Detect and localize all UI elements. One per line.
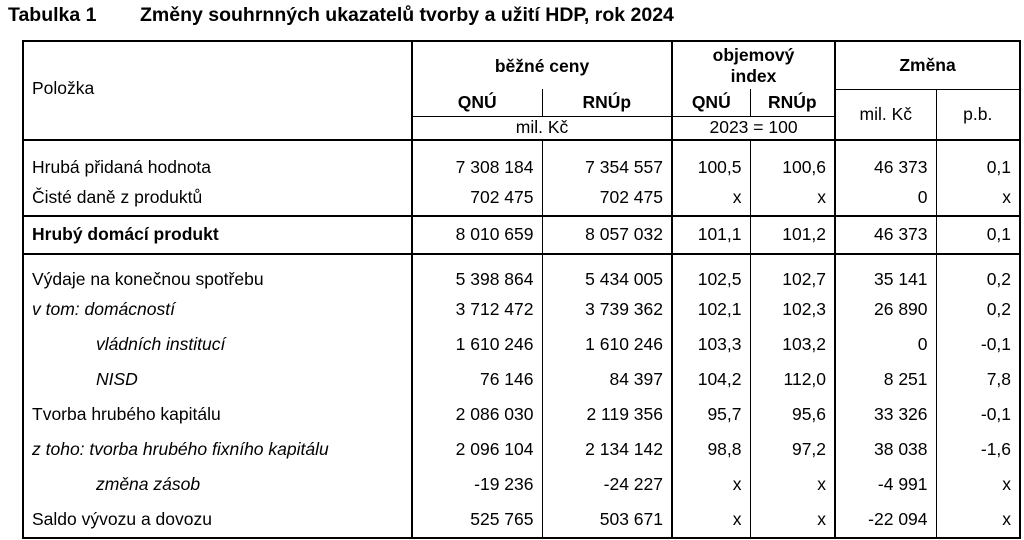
cell-change-mil-kc: -22 094 xyxy=(835,502,936,538)
cell-change-mil-kc: 46 373 xyxy=(835,140,936,180)
header-change: Změna xyxy=(835,41,1020,89)
cell-index-qnu: x xyxy=(672,467,750,502)
cell-change-pb: 0,1 xyxy=(936,140,1020,180)
row-label: Hrubý domácí produkt xyxy=(23,216,412,254)
cell-index-rnup: 97,2 xyxy=(750,432,835,467)
cell-index-qnu: 98,8 xyxy=(672,432,750,467)
cell-change-pb: x xyxy=(936,180,1020,216)
cell-change-pb: 7,8 xyxy=(936,362,1020,397)
cell-qnu: 7 308 184 xyxy=(412,140,542,180)
cell-index-qnu: 101,1 xyxy=(672,216,750,254)
cell-rnup: 8 057 032 xyxy=(542,216,672,254)
cell-index-rnup: 101,2 xyxy=(750,216,835,254)
cell-change-pb: -0,1 xyxy=(936,327,1020,362)
header-idx-qnu: QNÚ xyxy=(672,89,750,116)
header-change-pb: p.b. xyxy=(936,89,1020,140)
cell-rnup: 84 397 xyxy=(542,362,672,397)
cell-rnup: 702 475 xyxy=(542,180,672,216)
cell-change-mil-kc: 46 373 xyxy=(835,216,936,254)
cell-change-mil-kc: 0 xyxy=(835,327,936,362)
cell-rnup: 2 134 142 xyxy=(542,432,672,467)
header-base-year: 2023 = 100 xyxy=(672,116,835,140)
row-label: Saldo vývozu a dovozu xyxy=(23,502,412,538)
gdp-table xyxy=(22,40,1021,539)
row-label: Čisté daně z produktů xyxy=(23,180,412,216)
cell-qnu: 5 398 864 xyxy=(412,254,542,292)
header-item: Položka xyxy=(23,41,412,140)
table-row xyxy=(23,292,1020,327)
table-title xyxy=(8,4,674,27)
cell-change-pb: 0,2 xyxy=(936,292,1020,327)
cell-change-mil-kc: 38 038 xyxy=(835,432,936,467)
cell-change-pb: x xyxy=(936,467,1020,502)
table-row xyxy=(23,502,1020,538)
table-row xyxy=(23,432,1020,467)
header-volume-index-line2: index xyxy=(730,65,777,86)
header-volume-index-line1: objemový xyxy=(712,45,795,66)
cell-index-rnup: 112,0 xyxy=(750,362,835,397)
cell-rnup: 7 354 557 xyxy=(542,140,672,180)
table-row xyxy=(23,327,1020,362)
table-row xyxy=(23,467,1020,502)
cell-index-qnu: x xyxy=(672,502,750,538)
cell-rnup: 503 671 xyxy=(542,502,672,538)
table-caption: Změny souhrnných ukazatelů tvorby a užití HDP, rok 2024 xyxy=(140,4,674,26)
cell-index-qnu: 95,7 xyxy=(672,397,750,432)
cell-index-rnup: x xyxy=(750,502,835,538)
cell-rnup: 2 119 356 xyxy=(542,397,672,432)
cell-qnu: 525 765 xyxy=(412,502,542,538)
cell-change-mil-kc: 26 890 xyxy=(835,292,936,327)
cell-change-pb: 0,1 xyxy=(936,216,1020,254)
header-unit: mil. Kč xyxy=(412,116,672,140)
cell-index-qnu: 102,5 xyxy=(672,254,750,292)
cell-index-rnup: x xyxy=(750,180,835,216)
row-label: v tom: domácností xyxy=(23,292,412,327)
cell-qnu: 2 096 104 xyxy=(412,432,542,467)
cell-change-mil-kc: 8 251 xyxy=(835,362,936,397)
row-label: Hrubá přidaná hodnota xyxy=(23,140,412,180)
cell-qnu: 76 146 xyxy=(412,362,542,397)
cell-rnup: -24 227 xyxy=(542,467,672,502)
cell-qnu: -19 236 xyxy=(412,467,542,502)
cell-qnu: 702 475 xyxy=(412,180,542,216)
header-current-prices: běžné ceny xyxy=(412,41,672,89)
cell-rnup: 1 610 246 xyxy=(542,327,672,362)
header-volume-index xyxy=(672,41,835,89)
row-label: NISD xyxy=(23,362,412,397)
table-row xyxy=(23,254,1020,292)
cell-change-pb: -0,1 xyxy=(936,397,1020,432)
cell-qnu: 3 712 472 xyxy=(412,292,542,327)
table-row xyxy=(23,397,1020,432)
cell-index-rnup: 102,3 xyxy=(750,292,835,327)
cell-qnu: 8 010 659 xyxy=(412,216,542,254)
table-row xyxy=(23,140,1020,180)
table-row xyxy=(23,362,1020,397)
cell-index-qnu: x xyxy=(672,180,750,216)
cell-change-mil-kc: -4 991 xyxy=(835,467,936,502)
cell-index-rnup: 95,6 xyxy=(750,397,835,432)
cell-rnup: 3 739 362 xyxy=(542,292,672,327)
cell-change-pb: -1,6 xyxy=(936,432,1020,467)
row-label: Tvorba hrubého kapitálu xyxy=(23,397,412,432)
cell-change-mil-kc: 0 xyxy=(835,180,936,216)
row-label: vládních institucí xyxy=(23,327,412,362)
cell-index-rnup: 100,6 xyxy=(750,140,835,180)
cell-qnu: 1 610 246 xyxy=(412,327,542,362)
header-idx-rnup: RNÚp xyxy=(750,89,835,116)
cell-change-pb: 0,2 xyxy=(936,254,1020,292)
row-label: Výdaje na konečnou spotřebu xyxy=(23,254,412,292)
table-row xyxy=(23,180,1020,216)
cell-index-qnu: 104,2 xyxy=(672,362,750,397)
table-number: Tabulka 1 xyxy=(8,4,97,26)
header-rnup: RNÚp xyxy=(542,89,672,116)
cell-rnup: 5 434 005 xyxy=(542,254,672,292)
row-label: z toho: tvorba hrubého fixního kapitálu xyxy=(23,432,412,467)
header-change-mil-kc: mil. Kč xyxy=(835,89,936,140)
table-row-gdp xyxy=(23,216,1020,254)
cell-change-mil-kc: 35 141 xyxy=(835,254,936,292)
cell-change-mil-kc: 33 326 xyxy=(835,397,936,432)
header-row-1 xyxy=(23,41,1020,89)
cell-index-qnu: 100,5 xyxy=(672,140,750,180)
cell-change-pb: x xyxy=(936,502,1020,538)
cell-index-rnup: 103,2 xyxy=(750,327,835,362)
header-qnu: QNÚ xyxy=(412,89,542,116)
cell-index-qnu: 102,1 xyxy=(672,292,750,327)
cell-index-rnup: x xyxy=(750,467,835,502)
cell-index-rnup: 102,7 xyxy=(750,254,835,292)
row-label: změna zásob xyxy=(23,467,412,502)
cell-index-qnu: 103,3 xyxy=(672,327,750,362)
cell-qnu: 2 086 030 xyxy=(412,397,542,432)
